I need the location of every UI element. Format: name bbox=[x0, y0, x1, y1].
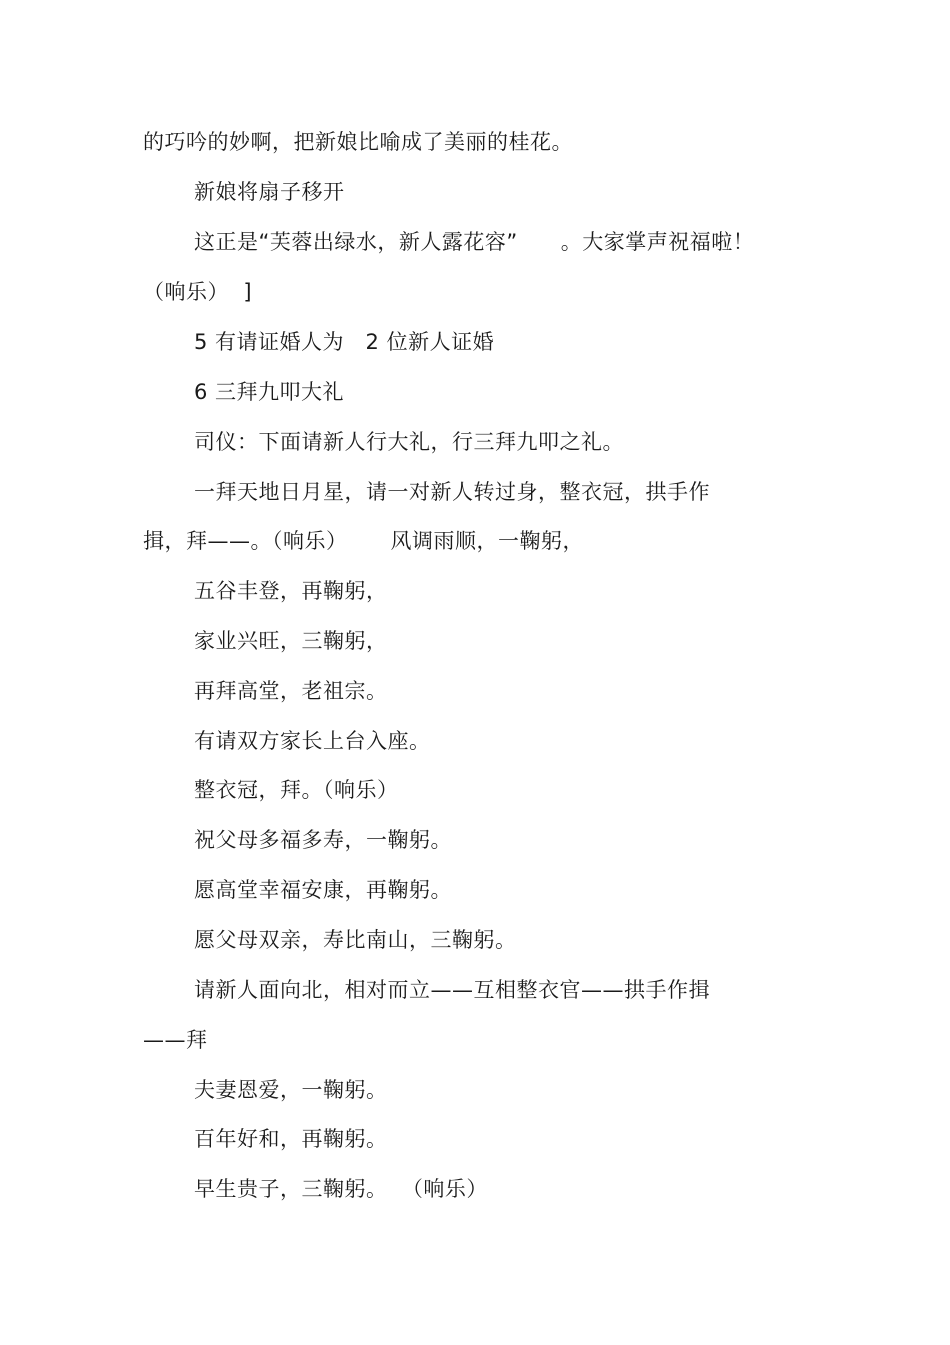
text-line-12: 再拜高堂，老祖宗。 bbox=[194, 679, 388, 703]
text-line-22: 早生贵子，三鞠躬。 （响乐） bbox=[194, 1177, 488, 1201]
text-line-15: 祝父母多福多寿，一鞠躬。 bbox=[194, 828, 452, 852]
text-line-6: 6 三拜九叩大礼 bbox=[194, 380, 345, 404]
text-line-14: 整衣冠，拜。（响乐） bbox=[194, 778, 399, 802]
text-line-3: 这正是“芙蓉出绿水，新人露花容” 。大家掌声祝福啦！ bbox=[194, 230, 755, 254]
text-line-18: 请新人面向北，相对而立——互相整衣官——拱手作揖 bbox=[194, 978, 710, 1002]
text-line-1: 的巧吟的妙啊，把新娘比喻成了美丽的桂花。 bbox=[143, 130, 573, 154]
text-line-20: 夫妻恩爱，一鞠躬。 bbox=[194, 1078, 388, 1102]
text-line-8: 一拜天地日月星，请一对新人转过身，整衣冠，拱手作 bbox=[194, 480, 710, 504]
text-line-16: 愿高堂幸福安康，再鞠躬。 bbox=[194, 878, 452, 902]
text-line-17: 愿父母双亲，寿比南山，三鞠躬。 bbox=[194, 928, 517, 952]
text-line-10: 五谷丰登，再鞠躬， bbox=[194, 579, 388, 603]
text-line-2: 新娘将扇子移开 bbox=[194, 180, 345, 204]
text-line-13: 有请双方家长上台入座。 bbox=[194, 729, 431, 753]
text-line-9: 揖，拜——。（响乐） 风调雨顺，一鞠躬， bbox=[143, 529, 585, 553]
text-line-7: 司仪：下面请新人行大礼，行三拜九叩之礼。 bbox=[194, 430, 624, 454]
text-line-11: 家业兴旺，三鞠躬， bbox=[194, 629, 388, 653]
text-line-19: ——拜 bbox=[143, 1028, 208, 1052]
text-line-21: 百年好和，再鞠躬。 bbox=[194, 1127, 388, 1151]
text-line-4: （响乐） ] bbox=[143, 280, 253, 304]
text-line-5: 5 有请证婚人为 2 位新人证婚 bbox=[194, 330, 495, 354]
